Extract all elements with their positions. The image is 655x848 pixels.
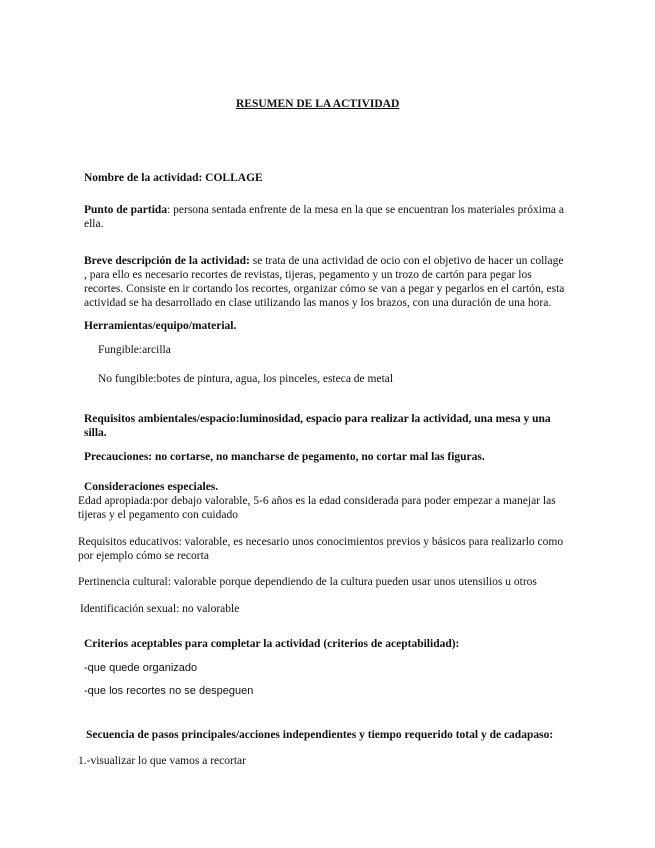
activity-name: Nombre de la actividad: COLLAGE: [84, 172, 263, 184]
sexual-identification: Identificación sexual: no valorable: [80, 603, 240, 615]
starting-point-text: : persona sentada enfrente de la mesa en la que se encuentran los materiales próxima a: [167, 204, 564, 216]
description-text: se trata de una actividad de ocio con el objetivo de hacer un collage: [249, 255, 564, 267]
education-line2: por ejemplo cómo se recorta: [78, 550, 209, 562]
education-line1: Requisitos educativos: valorable, es necesario unos conocimientos previos y básicos para realizarlo como: [78, 536, 564, 548]
special-considerations-heading: Consideraciones especiales.: [84, 481, 219, 493]
sequence-heading: Secuencia de pasos principales/acciones independientes y tiempo requerido total y de cadapaso:: [86, 729, 554, 741]
age-line1: Edad apropiada:por debajo valorable, 5-6 años es la edad considerada para poder empezar a manejar las: [78, 495, 556, 507]
starting-point-line2: ella.: [84, 218, 104, 230]
criteria-item-1: -que quede organizado: [84, 662, 198, 674]
description-line1: [84, 254, 563, 268]
starting-point-label: Punto de partida: [84, 204, 168, 216]
tools-heading: Herramientas/equipo/material.: [84, 320, 237, 332]
environment-line2: silla.: [84, 427, 107, 439]
cultural-relevance: Pertinencia cultural: valorable porque dependiendo de la cultura pueden usar unos utensilios u otros: [78, 576, 537, 588]
criteria-heading: Criterios aceptables para completar la actividad (criterios de aceptabilidad):: [84, 638, 460, 650]
starting-point-line1: [84, 203, 564, 217]
criteria-item-2: -que los recortes no se despeguen: [84, 685, 254, 697]
sequence-step-1: 1.-visualizar lo que vamos a recortar: [78, 755, 246, 767]
page-title: RESUMEN DE LA ACTIVIDAD: [236, 98, 400, 110]
precautions: Precauciones: no cortarse, no mancharse de pegamento, no cortar mal las figuras.: [84, 451, 485, 463]
description-line4: actividad se ha desarrollado en clase utilizando las manos y los brazos, con una duración de una hora.: [84, 297, 552, 309]
tools-non-fungible: No fungible:botes de pintura, agua, los pinceles, esteca de metal: [98, 373, 394, 385]
description-line3: recortes. Consiste en ir cortando los recortes, organizar cómo se van a pegar y pegarlos en el cartón, esta: [84, 283, 565, 295]
description-label: Breve descripción de la actividad:: [84, 255, 250, 267]
tools-fungible: Fungible:arcilla: [98, 344, 171, 356]
description-line2: , para ello es necesario recortes de revistas, tijeras, pegamento y un trozo de cartón para pegar los: [84, 269, 532, 281]
age-line2: tijeras y el pegamento con cuidado: [78, 509, 238, 521]
environment-line1: Requisitos ambientales/espacio:luminosidad, espacio para realizar la actividad, una mesa y una: [84, 413, 551, 425]
